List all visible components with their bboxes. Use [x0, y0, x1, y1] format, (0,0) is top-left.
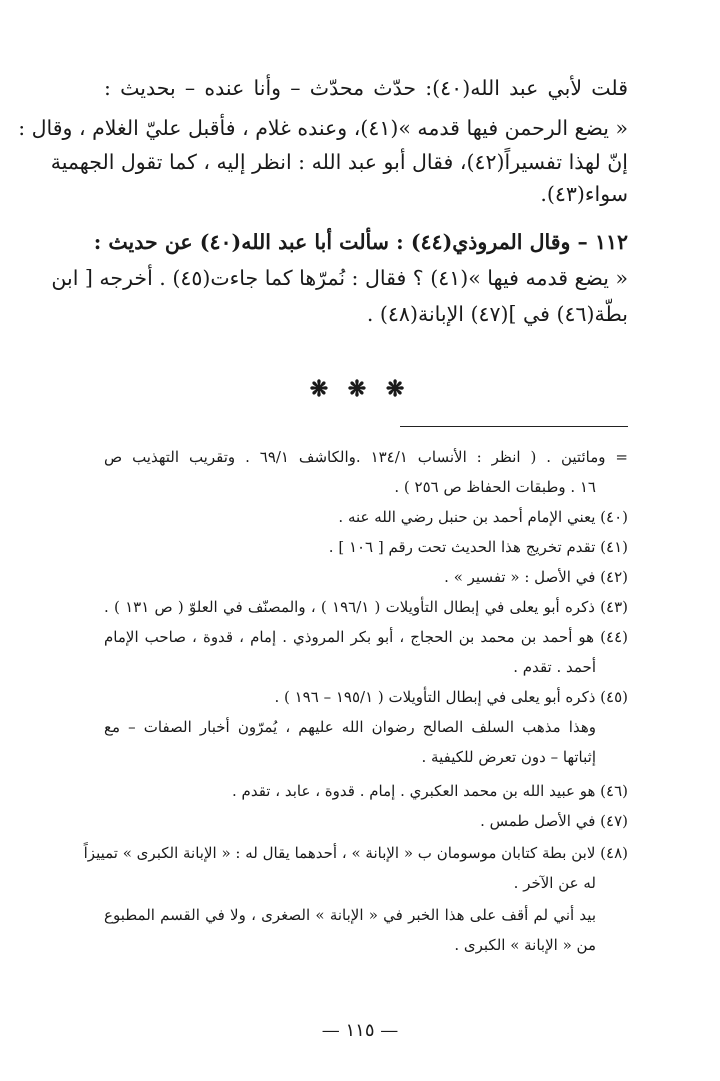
text-line: « يضع قدمه فيها »(٤١) ؟ فقال : نُمرّها كما جاءت(٤٥) . أخرجه [ ابن	[51, 266, 628, 290]
text-line: ١١٢ – وقال المروذي(٤٤) : سألت أبا عبد الله(٤٠) عن حديث :	[93, 230, 628, 254]
footnote-line: = ومائتين . ( انظر : الأنساب ١٣٤/١ .والكاشف ٦٩/١ . وتقريب التهذيب ص	[104, 448, 628, 466]
footnote-line: (٤٦) هو عبيد الله بن محمد العكبري . إمام . قدوة ، عابد ، تقدم .	[232, 782, 628, 800]
footnote-line: (٤٢) في الأصل : « تفسير » .	[444, 568, 628, 586]
footnote-line: وهذا مذهب السلف الصالح رضوان الله عليهم ، يُمرّون أخبار الصفات – مع	[104, 718, 596, 736]
footnote-line: (٤٤) هو أحمد بن محمد بن الحجاج ، أبو بكر المروذي . إمام ، قدوة ، صاحب الإمام	[104, 628, 628, 646]
text-line: قلت لأبي عبد الله(٤٠): حدّث محدّث – وأنا عنده – بحديث :	[104, 76, 628, 100]
section-separator: ❋ ❋ ❋	[309, 376, 411, 402]
footnote-line: بيد أني لم أقف على هذا الخبر في « الإبانة » الصغرى ، ولا في القسم المطبوع	[104, 906, 596, 924]
footnote-line: (٤٧) في الأصل طمس .	[480, 812, 628, 830]
footnote-rule	[400, 426, 628, 427]
text-line: سواء(٤٣).	[540, 182, 628, 206]
footnote-line: (٤٨) لابن بطة كتابان موسومان ب « الإبانة » ، أحدهما يقال له : « الإبانة الكبرى » تمييزاً	[83, 844, 628, 862]
footnote-line: (٤٥) ذكره أبو يعلى في إبطال التأويلات ( ١٩٥/١ – ١٩٦ ) .	[274, 688, 628, 706]
footnote-line: (٤١) تقدم تخريج هذا الحديث تحت رقم [ ١٠٦ ] .	[328, 538, 628, 556]
footnote-line: له عن الآخر .	[513, 874, 596, 892]
text-line: إنّ لهذا تفسيراً(٤٢)، فقال أبو عبد الله : انظر إليه ، كما تقول الجهمية	[50, 150, 628, 174]
footnote-line: (٤٣) ذكره أبو يعلى في إبطال التأويلات ( ١٩٦/١ ) ، والمصنّف في العلوّ ( ص ١٣١ ) .	[104, 598, 629, 616]
footnote-line: ١٦ . وطبقات الحفاظ ص ٢٥٦ ) .	[394, 478, 596, 496]
footnote-line: إثباتها – دون تعرض للكيفية .	[421, 748, 596, 766]
page-number: — ١١٥ —	[321, 1020, 399, 1041]
footnote-line: من « الإبانة » الكبرى .	[454, 936, 596, 954]
text-line: بطّة(٤٦) في ](٤٧) الإبانة(٤٨) .	[366, 302, 628, 326]
footnote-line: أحمد . تقدم .	[513, 658, 596, 676]
text-line: « يضع الرحمن فيها قدمه »(٤١)، وعنده غلام ، فأقبل عليّ الغلام ، وقال :	[18, 116, 628, 140]
footnote-line: (٤٠) يعني الإمام أحمد بن حنبل رضي الله عنه .	[338, 508, 628, 526]
